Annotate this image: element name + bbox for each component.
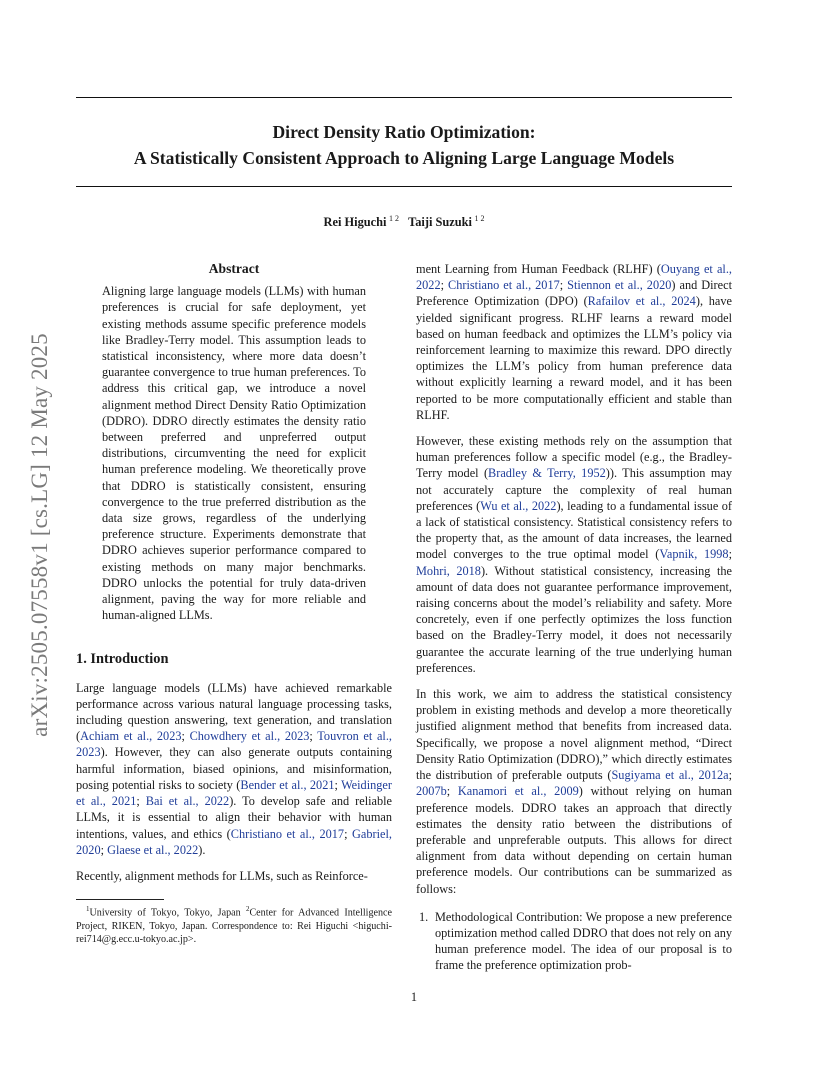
- author-list: [76, 214, 732, 230]
- list-number: 1.: [419, 909, 429, 924]
- title-rule-bottom: [76, 186, 732, 187]
- title-line-1: Direct Density Ratio Optimization:: [272, 122, 536, 142]
- citation-link[interactable]: Ouyang et al., 2022: [416, 262, 733, 293]
- citation-link[interactable]: Gabriel, 2020: [76, 826, 392, 857]
- body-paragraph-3: In this work, we aim to address the statistical consistency problem in existing methods and develop a more theoretically justified alignment method that benefits from increased data. Specifically, we propose a novel alignment method, “Direct Density Ratio Optimization (DDRO),” which directly estimates the distribution of preferable outputs (Sugiyama et al., 2012a; 2007b; Kanamori et al., 2009) without relying on human preference models. DDRO takes an approach that directly estimates the density ratio between the distributions of preferable and unpreferable outputs. This allows for direct alignment from data without depending on certain human preference models. Our contributions can be summarized as follows:: [416, 687, 733, 896]
- citation-link[interactable]: Bender et al., 2021: [240, 777, 335, 792]
- arxiv-identifier: arXiv:2505.07558v1 [cs.LG] 12 May 2025: [27, 333, 52, 737]
- citation-link[interactable]: Bradley & Terry, 1952: [488, 466, 606, 481]
- citation-link[interactable]: Sugiyama et al., 2012a: [611, 768, 729, 783]
- citation-link[interactable]: Vapnik, 1998: [659, 547, 729, 562]
- author-1-affiliation: 1 2: [388, 214, 399, 223]
- citation-link[interactable]: Christiano et al., 2017: [448, 278, 560, 293]
- left-column: [76, 261, 392, 884]
- title-rule-top: [76, 97, 732, 98]
- intro-paragraph-1: Large language models (LLMs) have achieved remarkable performance across various natural language processing tasks, including question answering, text generation, and translation (Achiam et al., 2023; Chowdhery et al., 2023; Touvron et al., 2023). However, they can also generate outputs containing harmful information, biased opinions, and misinformation, posing potential risks to society (Bender et al., 2021; Weidinger et al., 2021; Bai et al., 2022). To develop safe and reliable LLMs, it is essential to align their behavior with human intentions, values, and ethics (Christiano et al., 2017; Gabriel, 2020; Glaese et al., 2022).: [76, 680, 393, 857]
- contribution-list-item: [416, 909, 732, 974]
- author-2-affiliation: 1 2: [474, 214, 485, 223]
- abstract-heading: Abstract: [208, 261, 260, 276]
- citation-link[interactable]: 2007b: [416, 784, 447, 799]
- intro-paragraph-2: Recently, alignment methods for LLMs, such as Reinforce-: [76, 868, 368, 883]
- author-1: Rei Higuchi: [323, 215, 387, 230]
- body-paragraph-2: However, these existing methods rely on the assumption that human preferences follow a specific model (e.g., the Bradley-Terry model (Bradley & Terry, 1952)). This assumption may not accurately capture the complexity of real human preferences (Wu et al., 2022), leading to a fundamental issue of a lack of statistical consistency. Statistical consistency refers to the property that, as the amount of data increases, the learned model converges to the true optimal model (Vapnik, 1998; Mohri, 2018). Without statistical consistency, increasing the amount of data does not guarantee performance improvement, raising concerns about the model’s reliability and safety. More concretely, even if one perfectly optimizes the loss function based on the Bradley-Terry model, it does not necessarily guarantee the accurate learning of the true underlying human preferences.: [416, 434, 732, 675]
- citation-link[interactable]: Touvron et al., 2023: [76, 729, 392, 760]
- citation-link[interactable]: Wu et al., 2022: [480, 498, 557, 513]
- citation-link[interactable]: Achiam et al., 2023: [80, 729, 182, 744]
- page-number: 1: [410, 990, 418, 1004]
- abstract-text: Aligning large language models (LLMs) with human preferences is crucial for safe deployment, yet existing methods assume specific preference models like Bradley-Terry model. This assumption leads to statistical inconsistency, where more data doesn’t guarantee convergence to true human preferences. To address this critical gap, we introduce a novel alignment method Direct Density Ratio Optimization (DDRO). DDRO directly estimates the density ratio between preferred and unpreferred output distributions, circumventing the need for explicit human preference modeling. We theoretically prove that DDRO is statistically consistent, ensuring convergence to the true preferred distribution as the data size grows, regardless of the underlying preference structure. Experiments demonstrate that DDRO achieves superior performance compared to existing methods on many major benchmarks. DDRO unlocks the potential for truly data-driven alignment, paving the way for more reliable and human-aligned LLMs.: [102, 284, 366, 623]
- citation-link[interactable]: Stiennon et al., 2020: [567, 278, 672, 293]
- title-line-2: A Statistically Consistent Approach to Aligning Large Language Models: [133, 148, 675, 168]
- footnote-divider: [76, 899, 164, 900]
- body-paragraph-1: ment Learning from Human Feedback (RLHF) (Ouyang et al., 2022; Christiano et al., 2017; Stiennon et al., 2020) and Direct Preference Optimization (DPO) (Rafailov et al., 2024), have yielded significant progress. RLHF learns a reward model based on human feedback and optimizes the LLM’s policy via reinforcement learning to maximize this reward. DPO directly optimizes the LLM’s policy from human preference data without explicitly learning a reward model, and it has been reported to be more computationally efficient and stable than RLHF.: [416, 262, 733, 422]
- citation-link[interactable]: Rafailov et al., 2024: [587, 294, 696, 309]
- citation-link[interactable]: Kanamori et al., 2009: [457, 784, 579, 799]
- citation-link[interactable]: Weidinger et al., 2021: [76, 777, 392, 809]
- right-column: [416, 261, 732, 974]
- paper-title: [76, 119, 732, 171]
- citation-link[interactable]: Glaese et al., 2022: [107, 842, 199, 857]
- author-2: Taiji Suzuki: [408, 215, 472, 230]
- citation-link[interactable]: Bai et al., 2022: [145, 794, 230, 809]
- citation-link[interactable]: Mohri, 2018: [416, 563, 481, 578]
- section-heading-introduction: 1. Introduction: [76, 651, 169, 668]
- citation-link[interactable]: Christiano et al., 2017: [230, 826, 345, 841]
- list-item-text: Methodological Contribution: We propose a new preference optimization method called DDRO that does not rely on any human preference model. The idea of our proposal is to frame the preference optimization prob-: [435, 909, 732, 973]
- affiliation-footnote: $^1$University of Tokyo, Tokyo, Japan $^2$Center for Advanced Intelligence Project, RIKEN, Tokyo, Japan. Correspondence to: Rei Higuchi <higuchi-rei714@g.ecc.u-tokyo.ac.jp>.: [76, 905, 392, 945]
- citation-link[interactable]: Chowdhery et al., 2023: [189, 729, 310, 744]
